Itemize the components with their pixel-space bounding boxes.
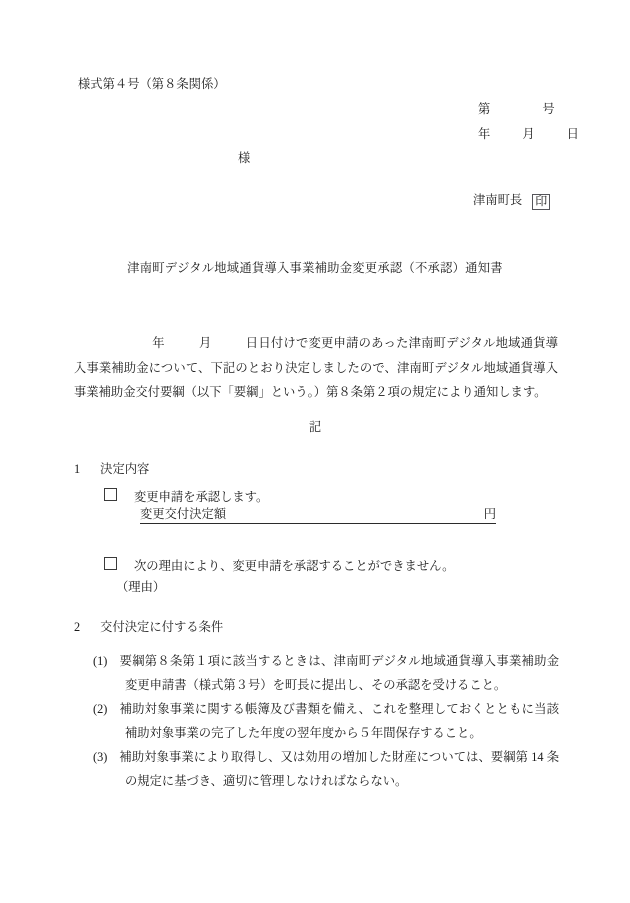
condition-marker: (2) [93, 702, 108, 716]
body-date-month: 月 [198, 336, 212, 350]
condition-line [93, 697, 559, 745]
section-1-heading [74, 463, 149, 475]
body-paragraph [74, 331, 558, 405]
document-date-line [478, 128, 579, 140]
checkbox-approve-label: 変更申請を承認します。 [134, 490, 269, 504]
body-date-day: 日 [245, 336, 259, 350]
condition-text: 補助対象事業に関する帳簿及び書類を備え、これを整理しておくとともに当該補助対象事業の完了した年度の翌年度から５年間保存すること。 [119, 702, 559, 740]
page-title: 津南町デジタル地域通貨導入事業補助金変更承認（不承認）通知書 [127, 261, 503, 275]
form-number: 様式第４号（第８条関係） [78, 77, 226, 91]
checkbox-reject[interactable] [104, 557, 117, 570]
signer-name: 津南町長 [473, 193, 523, 207]
checkbox-approve[interactable] [104, 488, 117, 501]
seal-stamp-box: 印 [532, 194, 550, 210]
document-number-label: 第 [478, 102, 491, 116]
addressee-honorific: 様 [238, 151, 251, 165]
amount-label: 変更交付決定額 [140, 507, 227, 521]
condition-item [93, 697, 559, 745]
condition-text: 要綱第８条第１項に該当するときは、津南町デジタル地域通貨導入事業補助金変更申請書（様式第３号）を町長に提出し、その承認を受けること。 [119, 654, 559, 692]
section-2-title: 交付決定に付する条件 [100, 620, 224, 634]
section-2-number: 2 [74, 620, 81, 634]
section-2-heading [74, 621, 223, 633]
checkbox-reject-label: 次の理由により、変更申請を承認することができません。 [134, 559, 455, 573]
ki-marker: 記 [308, 420, 322, 434]
amount-unit: 円 [483, 507, 496, 521]
reason-label: （理由） [116, 580, 166, 594]
section-1-number: 1 [74, 462, 81, 476]
body-date-year: 年 [152, 336, 165, 350]
body-text: 日付けで変更申請のあった津南町デジタル地域通貨導入事業補助金について、下記のとおり決定しましたので、津南町デジタル地域通貨導入事業補助金交付要綱（以下「要綱」という。）第８条第２項の規定により通知します。 [74, 336, 558, 399]
condition-item [93, 745, 559, 793]
condition-text: 補助対象事業により取得し、又は効用の増加した財産については、要綱第 14 条の規定に基づき、適切に管理しなければならない。 [119, 750, 559, 788]
condition-marker: (1) [93, 654, 108, 668]
document-number-suffix: 号 [542, 102, 555, 116]
condition-item [93, 649, 559, 697]
amount-field-row[interactable] [140, 508, 496, 524]
document-number-line [478, 103, 555, 115]
date-month-label: 月 [522, 127, 535, 141]
condition-line [93, 649, 559, 697]
checkbox-reject-row[interactable] [104, 557, 454, 572]
signer-line [473, 194, 550, 210]
section-1-title: 決定内容 [100, 462, 150, 476]
date-day-label: 日 [566, 127, 579, 141]
checkbox-approve-row[interactable] [104, 488, 268, 503]
condition-line [93, 745, 559, 793]
date-year-label: 年 [478, 127, 491, 141]
condition-marker: (3) [93, 750, 108, 764]
